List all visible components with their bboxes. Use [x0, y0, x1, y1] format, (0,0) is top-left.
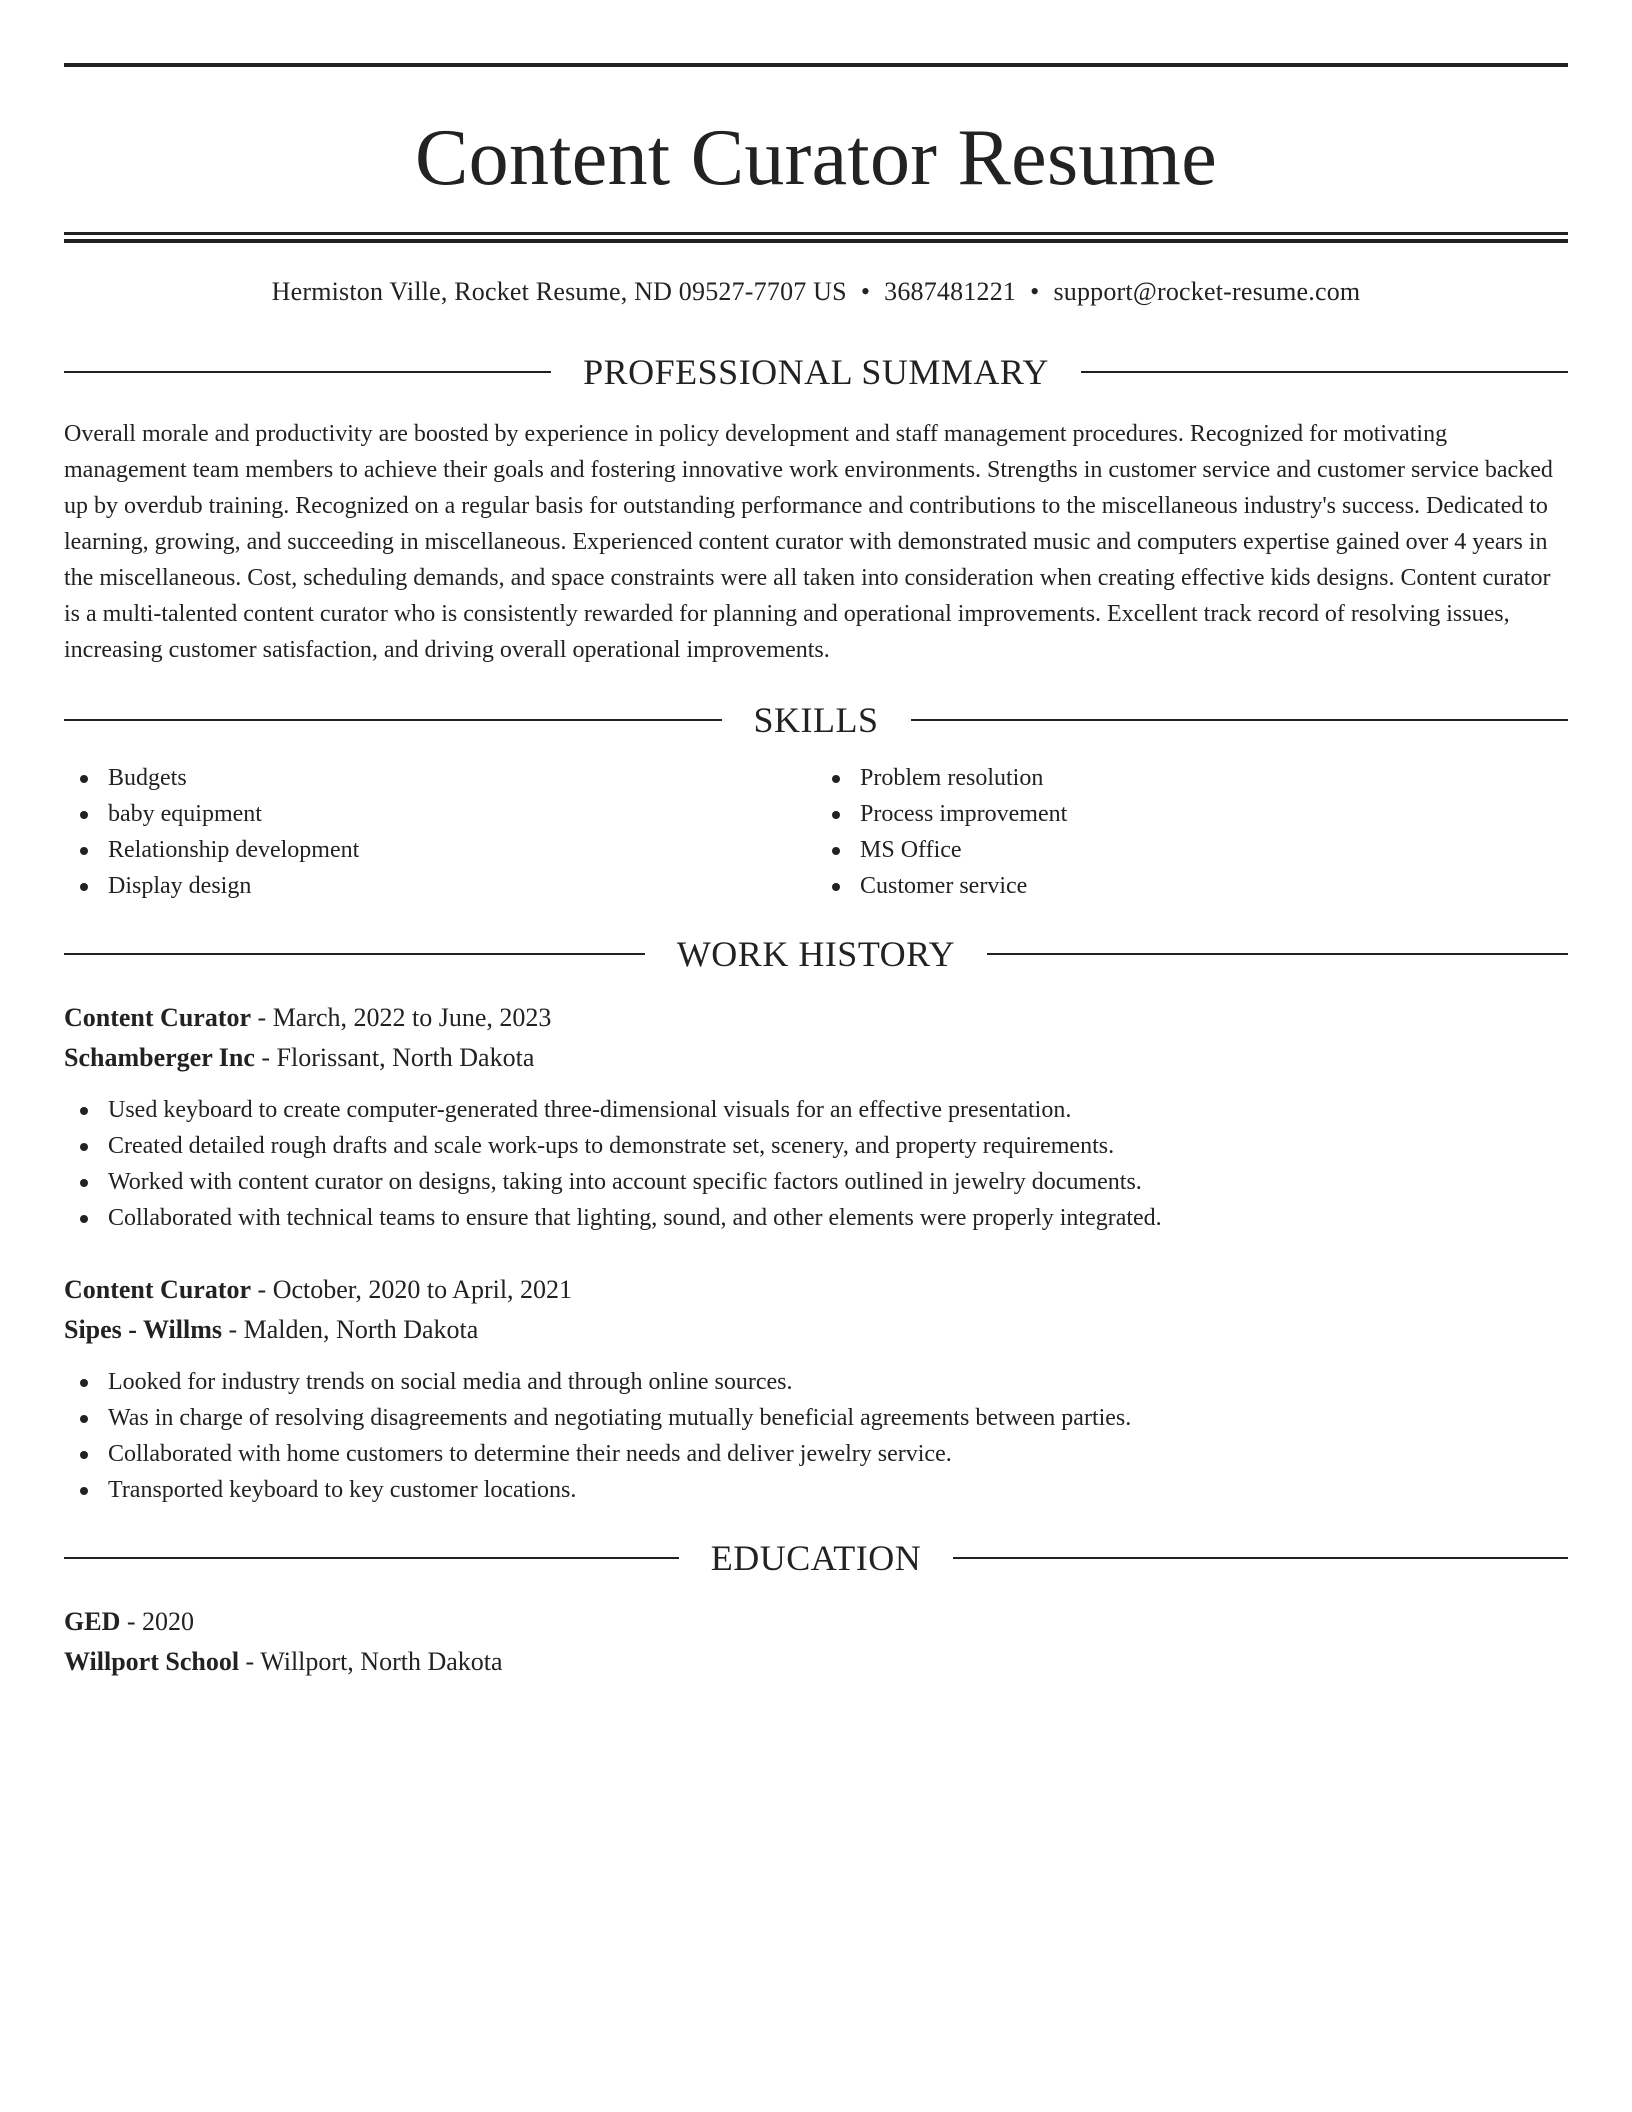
job-bullet: Collaborated with home customers to determine their needs and deliver jewelry service.: [64, 1436, 1568, 1472]
job-bullet: Worked with content curator on designs, taking into account specific factors outlined in jewelry documents.: [64, 1164, 1568, 1200]
education-heading-label: EDUCATION: [710, 1538, 922, 1578]
skill-item: MS Office: [816, 832, 1568, 868]
skill-item: Problem resolution: [816, 760, 1568, 796]
job-company: Sipes - Willms: [64, 1315, 222, 1344]
job-company: Schamberger Inc: [64, 1043, 255, 1072]
job-bullets: [64, 1092, 1568, 1236]
job-location: - Florissant, North Dakota: [254, 1043, 535, 1072]
heading-rule-right: [987, 953, 1568, 955]
work-heading-label: WORK HISTORY: [676, 934, 956, 974]
summary-section-heading: [64, 350, 1568, 394]
contact-email: support@rocket-resume.com: [1053, 277, 1361, 306]
skills-section-heading: [64, 698, 1568, 742]
work-section-heading: [64, 932, 1568, 976]
job-title-line: [64, 1270, 1568, 1310]
education-degree: GED: [64, 1607, 121, 1636]
job-bullets: [64, 1364, 1568, 1508]
job-title: Content Curator: [64, 1275, 252, 1304]
education-year: - 2020: [120, 1607, 195, 1636]
job-location: - Malden, North Dakota: [221, 1315, 479, 1344]
contact-line: [64, 276, 1568, 308]
education-degree-line: [64, 1602, 1568, 1642]
title-double-rule: [64, 232, 1568, 243]
education-school-line: [64, 1642, 1568, 1682]
skill-item: Customer service: [816, 868, 1568, 904]
resume-title: Content Curator Resume: [414, 114, 1218, 202]
heading-rule-left: [64, 1557, 679, 1559]
education-location: - Willport, North Dakota: [239, 1647, 503, 1676]
job-bullet: Collaborated with technical teams to ensure that lighting, sound, and other elements were properly integrated.: [64, 1200, 1568, 1236]
heading-rule-left: [64, 371, 551, 373]
job-entry: [64, 1270, 1568, 1508]
job-company-line: [64, 1038, 1568, 1078]
skill-item: Process improvement: [816, 796, 1568, 832]
job-entry: [64, 998, 1568, 1236]
contact-separator: •: [1030, 277, 1040, 306]
heading-rule-right: [911, 719, 1569, 721]
job-company-line: [64, 1310, 1568, 1350]
contact-address: Hermiston Ville, Rocket Resume, ND 09527-7707 US: [271, 277, 847, 306]
skill-item: Budgets: [64, 760, 816, 796]
skills-list: [64, 760, 1568, 904]
heading-rule-left: [64, 719, 722, 721]
skill-item: Relationship development: [64, 832, 816, 868]
education-entry: [64, 1602, 1568, 1682]
top-rule: [64, 63, 1568, 67]
job-bullet: Was in charge of resolving disagreements and negotiating mutually beneficial agreements between parties.: [64, 1400, 1568, 1436]
job-bullet: Used keyboard to create computer-generated three-dimensional visuals for an effective presentation.: [64, 1092, 1568, 1128]
summary-paragraph: Overall morale and productivity are boosted by experience in policy development and staff management procedures. Recognized for motivating management team members to achieve their goals and fostering innovative work environments. Strengths in customer service and customer service backed up by overdub training. Recognized on a regular basis for outstanding performance and contributions to the miscellaneous industry's success. Dedicated to learning, growing, and succeeding in miscellaneous. Experienced content curator with demonstrated music and computers expertise gained over 4 years in the miscellaneous. Cost, scheduling demands, and space constraints were all taken into consideration when creating effective kids designs. Content curator is a multi-talented content curator who is consistently rewarded for planning and operational improvements. Excellent track record of resolving issues, increasing customer satisfaction, and driving overall operational improvements.: [64, 421, 1553, 663]
job-dates: - March, 2022 to June, 2023: [251, 1003, 552, 1032]
contact-phone: 3687481221: [884, 277, 1017, 306]
summary-heading-label: PROFESSIONAL SUMMARY: [583, 352, 1049, 392]
skill-item: Display design: [64, 868, 816, 904]
heading-rule-left: [64, 953, 645, 955]
skills-column-left: [64, 760, 816, 904]
education-school: Willport School: [64, 1647, 240, 1676]
job-dates: - October, 2020 to April, 2021: [251, 1275, 573, 1304]
skills-column-right: [816, 760, 1568, 904]
job-title-line: [64, 998, 1568, 1038]
skills-heading-label: SKILLS: [753, 700, 879, 740]
job-title: Content Curator: [64, 1003, 252, 1032]
contact-separator: •: [860, 277, 871, 306]
job-bullet: Created detailed rough drafts and scale work-ups to demonstrate set, scenery, and property requirements.: [64, 1128, 1568, 1164]
job-bullet: Transported keyboard to key customer locations.: [64, 1472, 1568, 1508]
job-bullet: Looked for industry trends on social media and through online sources.: [64, 1364, 1568, 1400]
heading-rule-right: [1081, 371, 1568, 373]
heading-rule-right: [953, 1557, 1568, 1559]
education-section-heading: [64, 1536, 1568, 1580]
skill-item: baby equipment: [64, 796, 816, 832]
